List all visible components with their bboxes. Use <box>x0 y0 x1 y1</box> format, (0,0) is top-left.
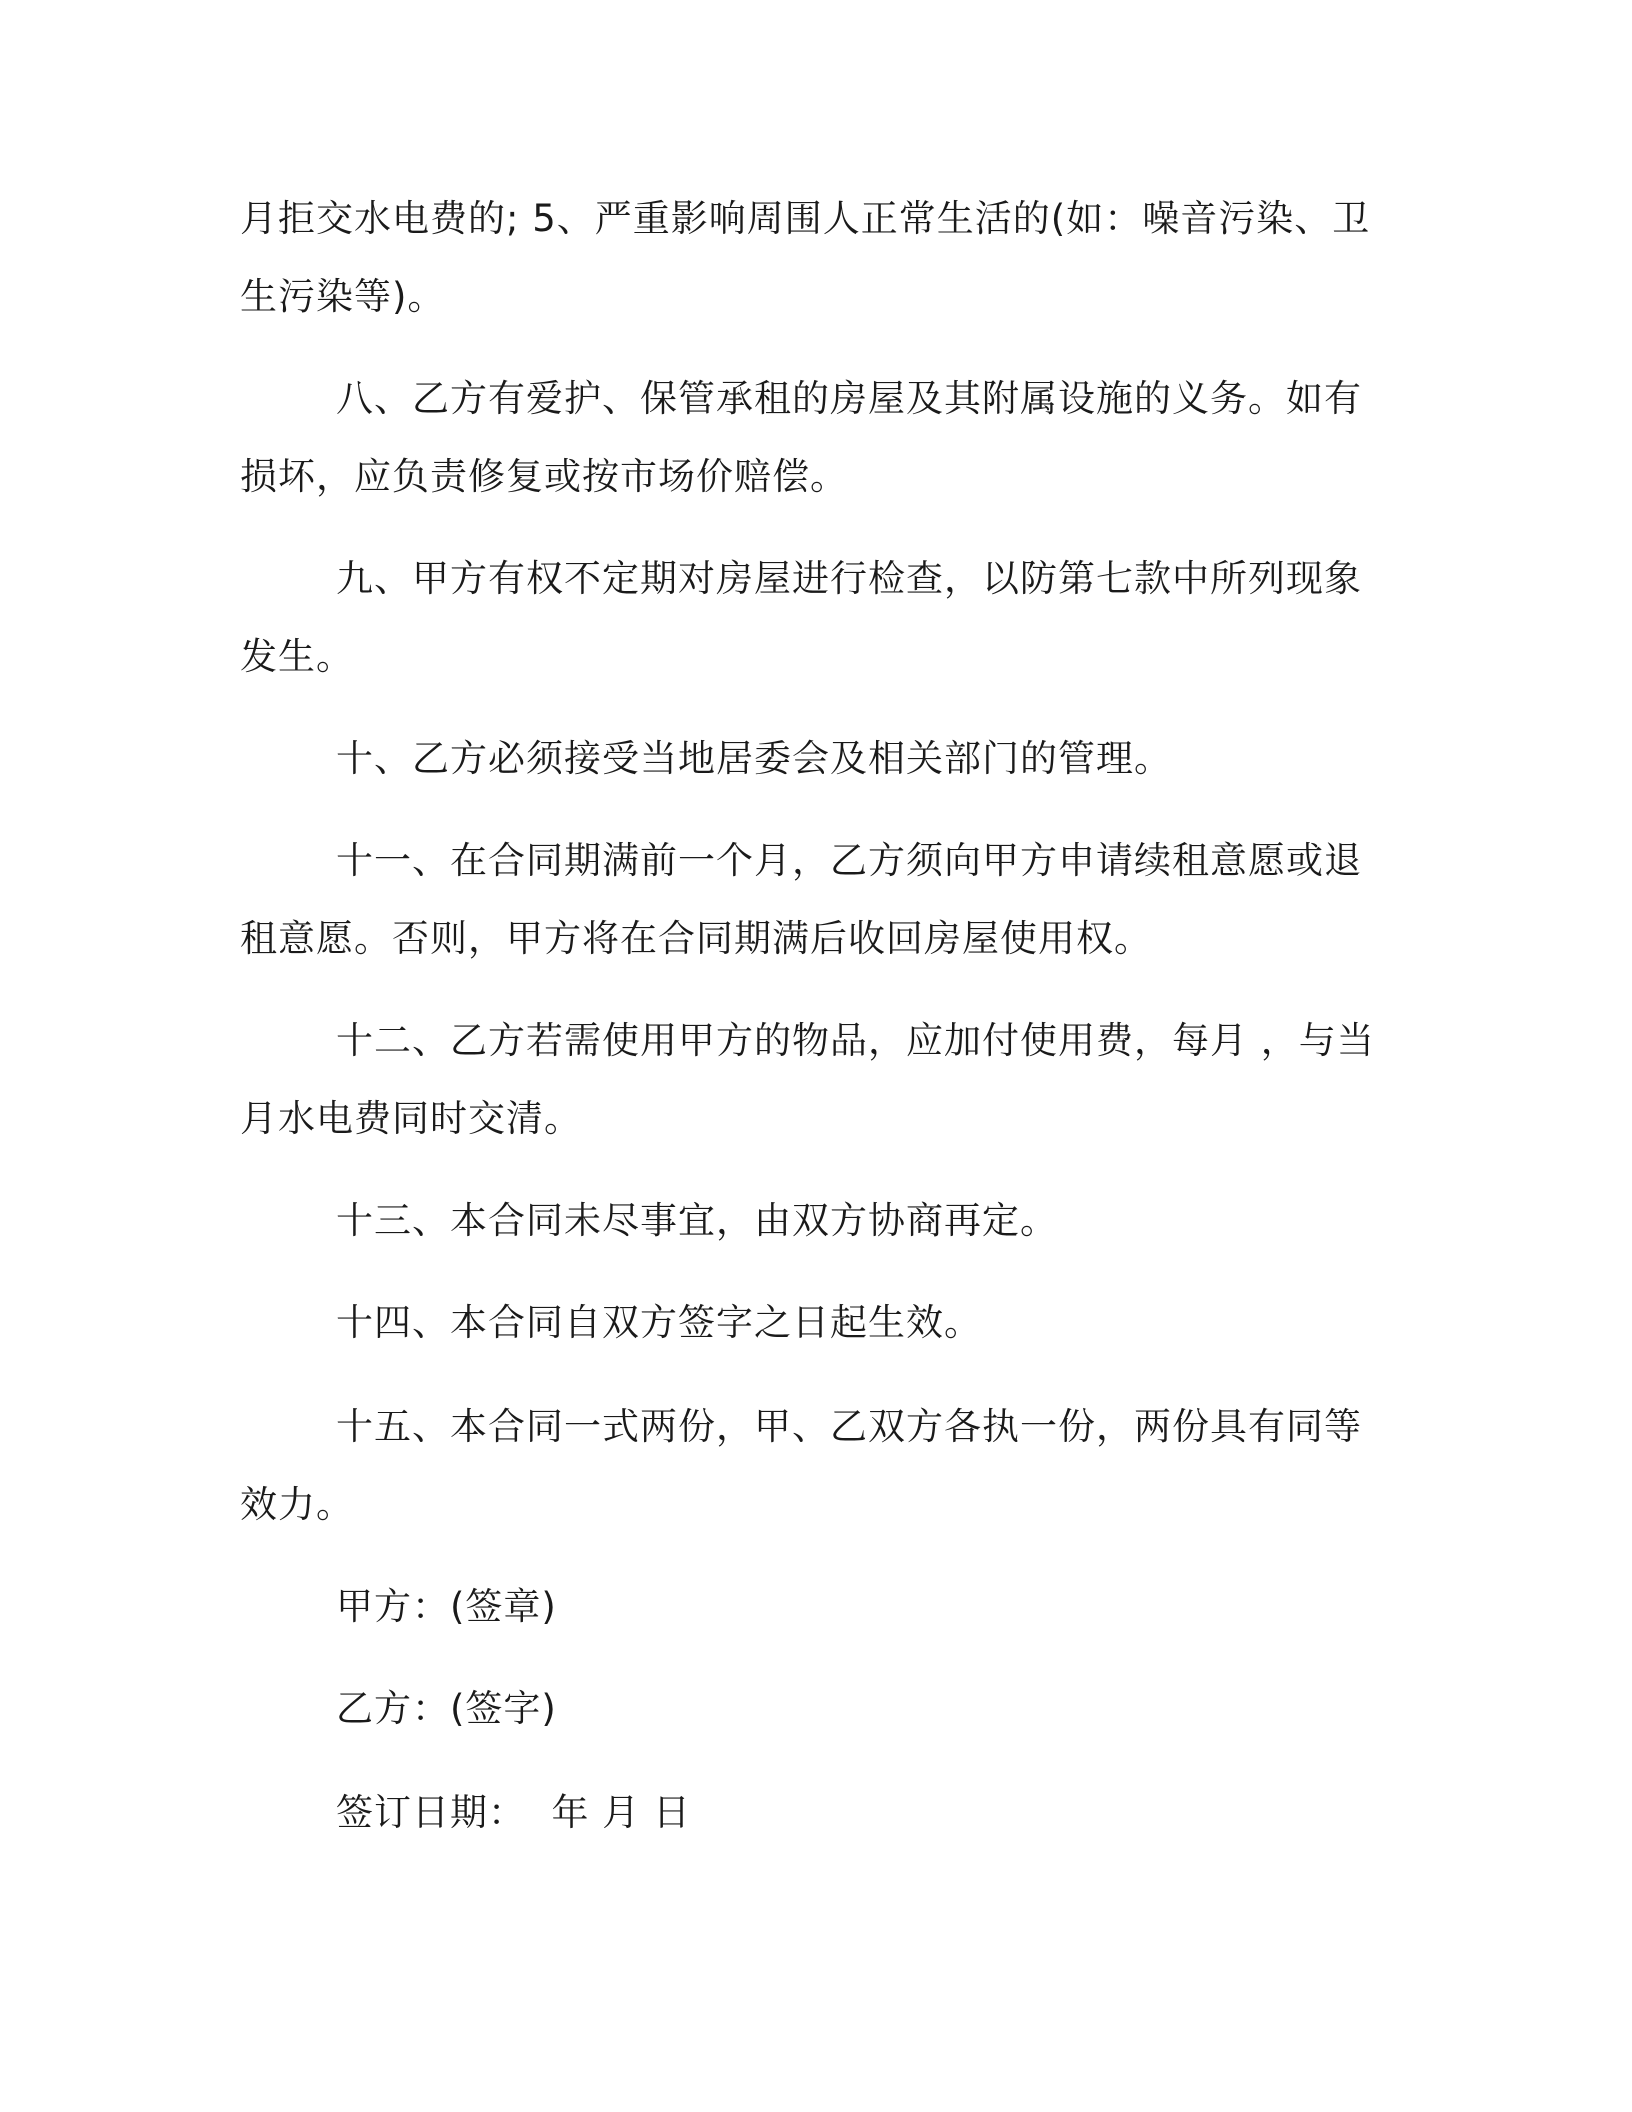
paragraph-continuation: 月拒交水电费的; 5、严重影响周围人正常生活的(如：噪音污染、卫生污染等)。 <box>240 197 1371 318</box>
clause-9: 九、甲方有权不定期对房屋进行检查，以防第七款中所列现象发生。 <box>240 557 1362 678</box>
clause-12: 十二、乙方若需使用甲方的物品，应加付使用费，每月 ，与当月水电费同时交清。 <box>240 1019 1375 1140</box>
signature-party-a: 甲方：(签章) <box>336 1585 557 1628</box>
clause-14: 十四、本合同自双方签字之日起生效。 <box>336 1301 982 1344</box>
clause-11: 十一、在合同期满前一个月，乙方须向甲方申请续租意愿或退租意愿。否则，甲方将在合同期满后收回房屋使用权。 <box>240 839 1362 960</box>
clause-13: 十三、本合同未尽事宜，由双方协商再定。 <box>336 1199 1058 1242</box>
clause-10: 十、乙方必须接受当地居委会及相关部门的管理。 <box>336 737 1172 780</box>
clause-8: 八、乙方有爱护、保管承租的房屋及其附属设施的义务。如有损坏，应负责修复或按市场价赔偿。 <box>240 377 1362 498</box>
signature-party-b: 乙方：(签字) <box>336 1687 557 1730</box>
signing-date: 签订日期： 年 月 日 <box>336 1791 692 1834</box>
clause-15: 十五、本合同一式两份，甲、乙双方各执一份，两份具有同等效力。 <box>240 1405 1362 1526</box>
